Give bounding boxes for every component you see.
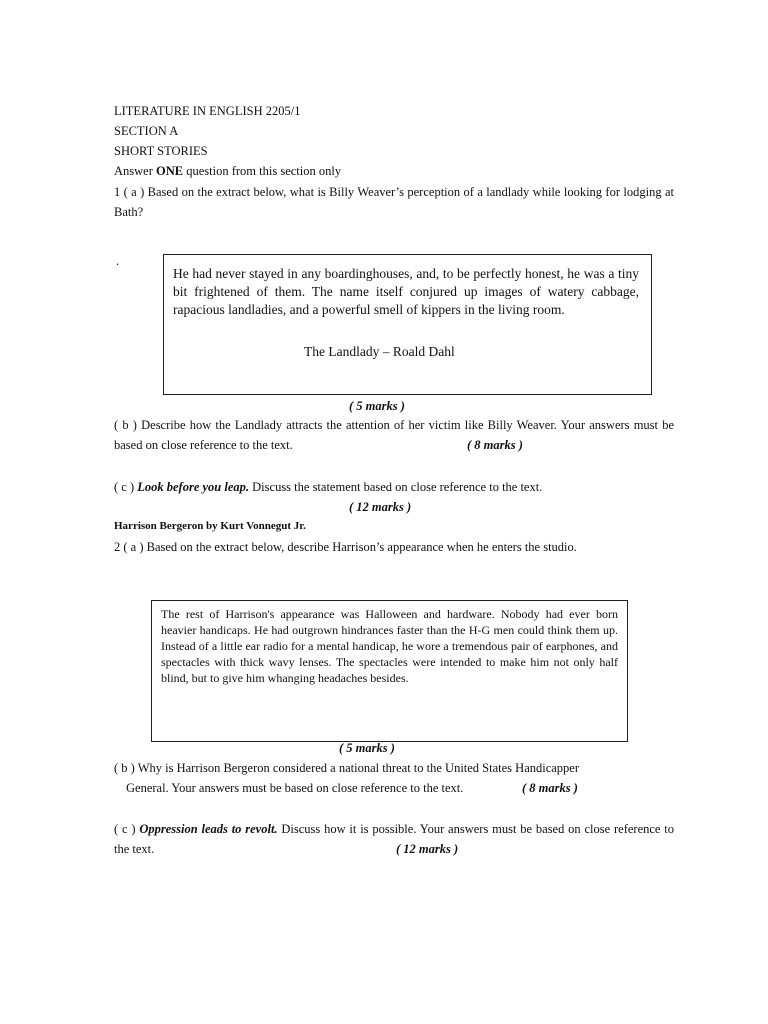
q1c-post: Discuss the statement based on close reference to the text. xyxy=(249,480,543,494)
q1b-marks: ( 8 marks ) xyxy=(467,438,523,452)
stray-dot: . xyxy=(116,254,120,268)
q2-story-heading: Harrison Bergeron by Kurt Vonnegut Jr. xyxy=(114,520,306,532)
instruction-pre: Answer xyxy=(114,164,157,178)
q1-extract-attribution: The Landlady – Roald Dahl xyxy=(304,344,455,359)
q1a-text: 1 ( a ) Based on the extract below, what is Billy Weaver’s perception of a landlady while looking for lodging at Bath? xyxy=(114,185,674,219)
q2-extract-text: The rest of Harrison's appearance was Halloween and hardware. Nobody had ever born heavier handicaps. He had outgrown hindrances faster than the H-G men could think them up. Instead of a little ear radio for a mental handicap, he wore a tremendous pair of earphones, and spectacles with thick wavy lenses. The spectacles were intended to make him not only half blind, but to give him whanging headaches besides. xyxy=(161,607,618,685)
topic-heading: SHORT STORIES xyxy=(114,144,208,158)
q2b-marks: ( 8 marks ) xyxy=(522,781,578,795)
q1c-proverb: Look before you leap. xyxy=(137,480,250,494)
q2-extract-box xyxy=(151,600,628,742)
q2c-post: Discuss how it is possible. Your answers must be based on close reference to the text. xyxy=(114,822,675,856)
q2a-marks: ( 5 marks ) xyxy=(339,741,395,755)
q2a-text: 2 ( a ) Based on the extract below, describe Harrison’s appearance when he enters the studio. xyxy=(114,540,577,554)
q2b-line1: ( b ) Why is Harrison Bergeron considered a national threat to the United States Handicapper xyxy=(114,761,580,775)
q1c-marks: ( 12 marks ) xyxy=(349,500,412,514)
q2b-line2: General. Your answers must be based on close reference to the text. xyxy=(126,781,464,795)
q1c-pre: ( c ) xyxy=(114,480,138,494)
paper-code: LITERATURE IN ENGLISH 2205/1 xyxy=(114,104,301,118)
q2c-marks: ( 12 marks ) xyxy=(396,842,459,856)
q1b-text: ( b ) Describe how the Landlady attracts the attention of her victim like Billy Weaver. Your answers must be based on close reference to the text. xyxy=(114,418,674,452)
section-heading: SECTION A xyxy=(114,124,179,138)
instruction-bold: ONE xyxy=(156,164,184,178)
q1-extract-text: He had never stayed in any boardinghouses, and, to be perfectly honest, he was a tiny bit frightened of them. The name itself conjured up images of watery cabbage, rapacious landladies, and a powerful smell of kippers in the living room. xyxy=(173,266,639,317)
q1-extract-box xyxy=(163,254,652,395)
q2c-statement: Oppression leads to revolt. xyxy=(139,822,278,836)
q2c-pre: ( c ) xyxy=(114,822,140,836)
instruction xyxy=(114,161,341,181)
q1c-text xyxy=(114,477,542,497)
q2c-text xyxy=(114,819,674,859)
instruction-post: question from this section only xyxy=(183,164,342,178)
q1a-marks: ( 5 marks ) xyxy=(349,399,405,413)
